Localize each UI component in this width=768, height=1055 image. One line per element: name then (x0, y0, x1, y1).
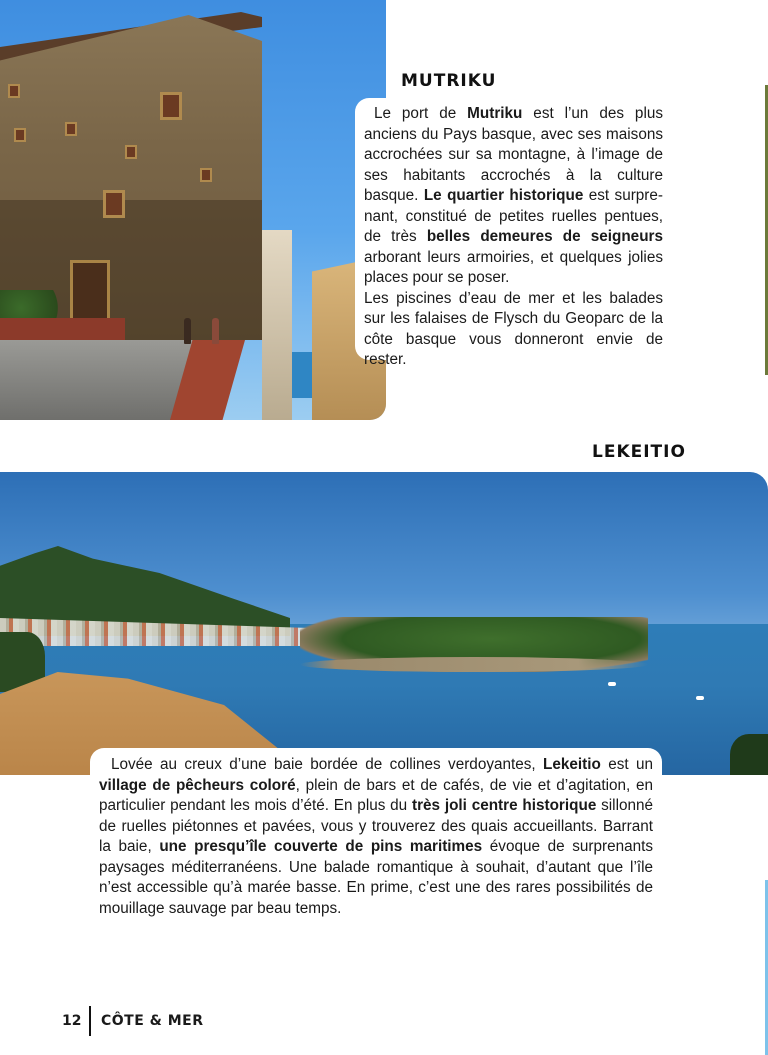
bold-text: très joli centre historique (411, 797, 597, 814)
bold-text: village de pêcheurs coloré (99, 776, 296, 794)
person (212, 318, 219, 344)
mutriku-paragraph-1 (364, 104, 663, 289)
mutriku-photo (0, 0, 386, 420)
window (103, 190, 125, 218)
text-run: est surpre-nant, constitué de petites ruelles pentues, de très (364, 187, 663, 245)
door (70, 260, 110, 326)
boat (608, 682, 616, 686)
text-run: arborant leurs armoiries, et quelques jolies places pour se poser. (364, 248, 663, 286)
window (160, 92, 182, 120)
text-run: sillonné de ruelles piétonnes et pavées, vous y trouverez des quais accueillants. Barrant la baie, (99, 797, 654, 855)
planter (0, 318, 125, 342)
bold-text: Mutriku (467, 105, 523, 122)
section-title-mutriku: MUTRIKU (401, 71, 497, 91)
mutriku-text (364, 104, 663, 371)
magazine-name: CÔTE & MER (100, 1013, 204, 1029)
page-number: 12 (62, 1013, 82, 1029)
text-run: est l’un des plus anciens du Pays basque, avec ses maisons accrochées sur sa montagne, à l’image de ses habitants accrochés à la culture basque. (364, 105, 663, 204)
mutriku-paragraph-2: Les piscines d’eau de mer et les balades sur les falaises de Flysch du Geoparc de la côte basque vous donneront envie de rester. (364, 289, 663, 368)
person (184, 318, 191, 344)
bold-text: Le quartier historique (423, 187, 584, 204)
boat (696, 696, 704, 700)
footer-divider (89, 1006, 91, 1036)
text-run: Le port de (374, 105, 468, 122)
distant-houses (262, 230, 292, 420)
page-footer (62, 1006, 204, 1036)
text-run: , plein de bars et de cafés, de vie et d’agitation, en particulier pendant les mois d’été. En plus du (99, 776, 653, 814)
text-run: Lovée au creux d’une baie bordée de collines verdoyantes, (111, 756, 544, 773)
bold-text: une presqu’île couverte de pins maritimes (159, 838, 483, 855)
trees (730, 734, 768, 775)
text-run: évoque de surprenants paysages méditerranéens. Une balade romantique à souhait, d’autant que l’île n’est accessible qu’à marée basse. En prime, c’est une des rares possibilités de mouillage sauvage par beau temps. (99, 838, 653, 917)
lekeitio-photo (0, 472, 768, 775)
text-run: est un (600, 756, 653, 773)
bold-text: belles demeures de seigneurs (426, 228, 663, 245)
window (14, 128, 26, 142)
plants (0, 290, 70, 320)
window (65, 122, 77, 136)
bold-text: Lekeitio (543, 756, 601, 773)
section-title-lekeitio: LEKEITIO (592, 442, 686, 462)
window (200, 168, 212, 182)
lekeitio-paragraph (99, 755, 653, 919)
island-rocks (300, 657, 648, 672)
window (8, 84, 20, 98)
window (125, 145, 137, 159)
